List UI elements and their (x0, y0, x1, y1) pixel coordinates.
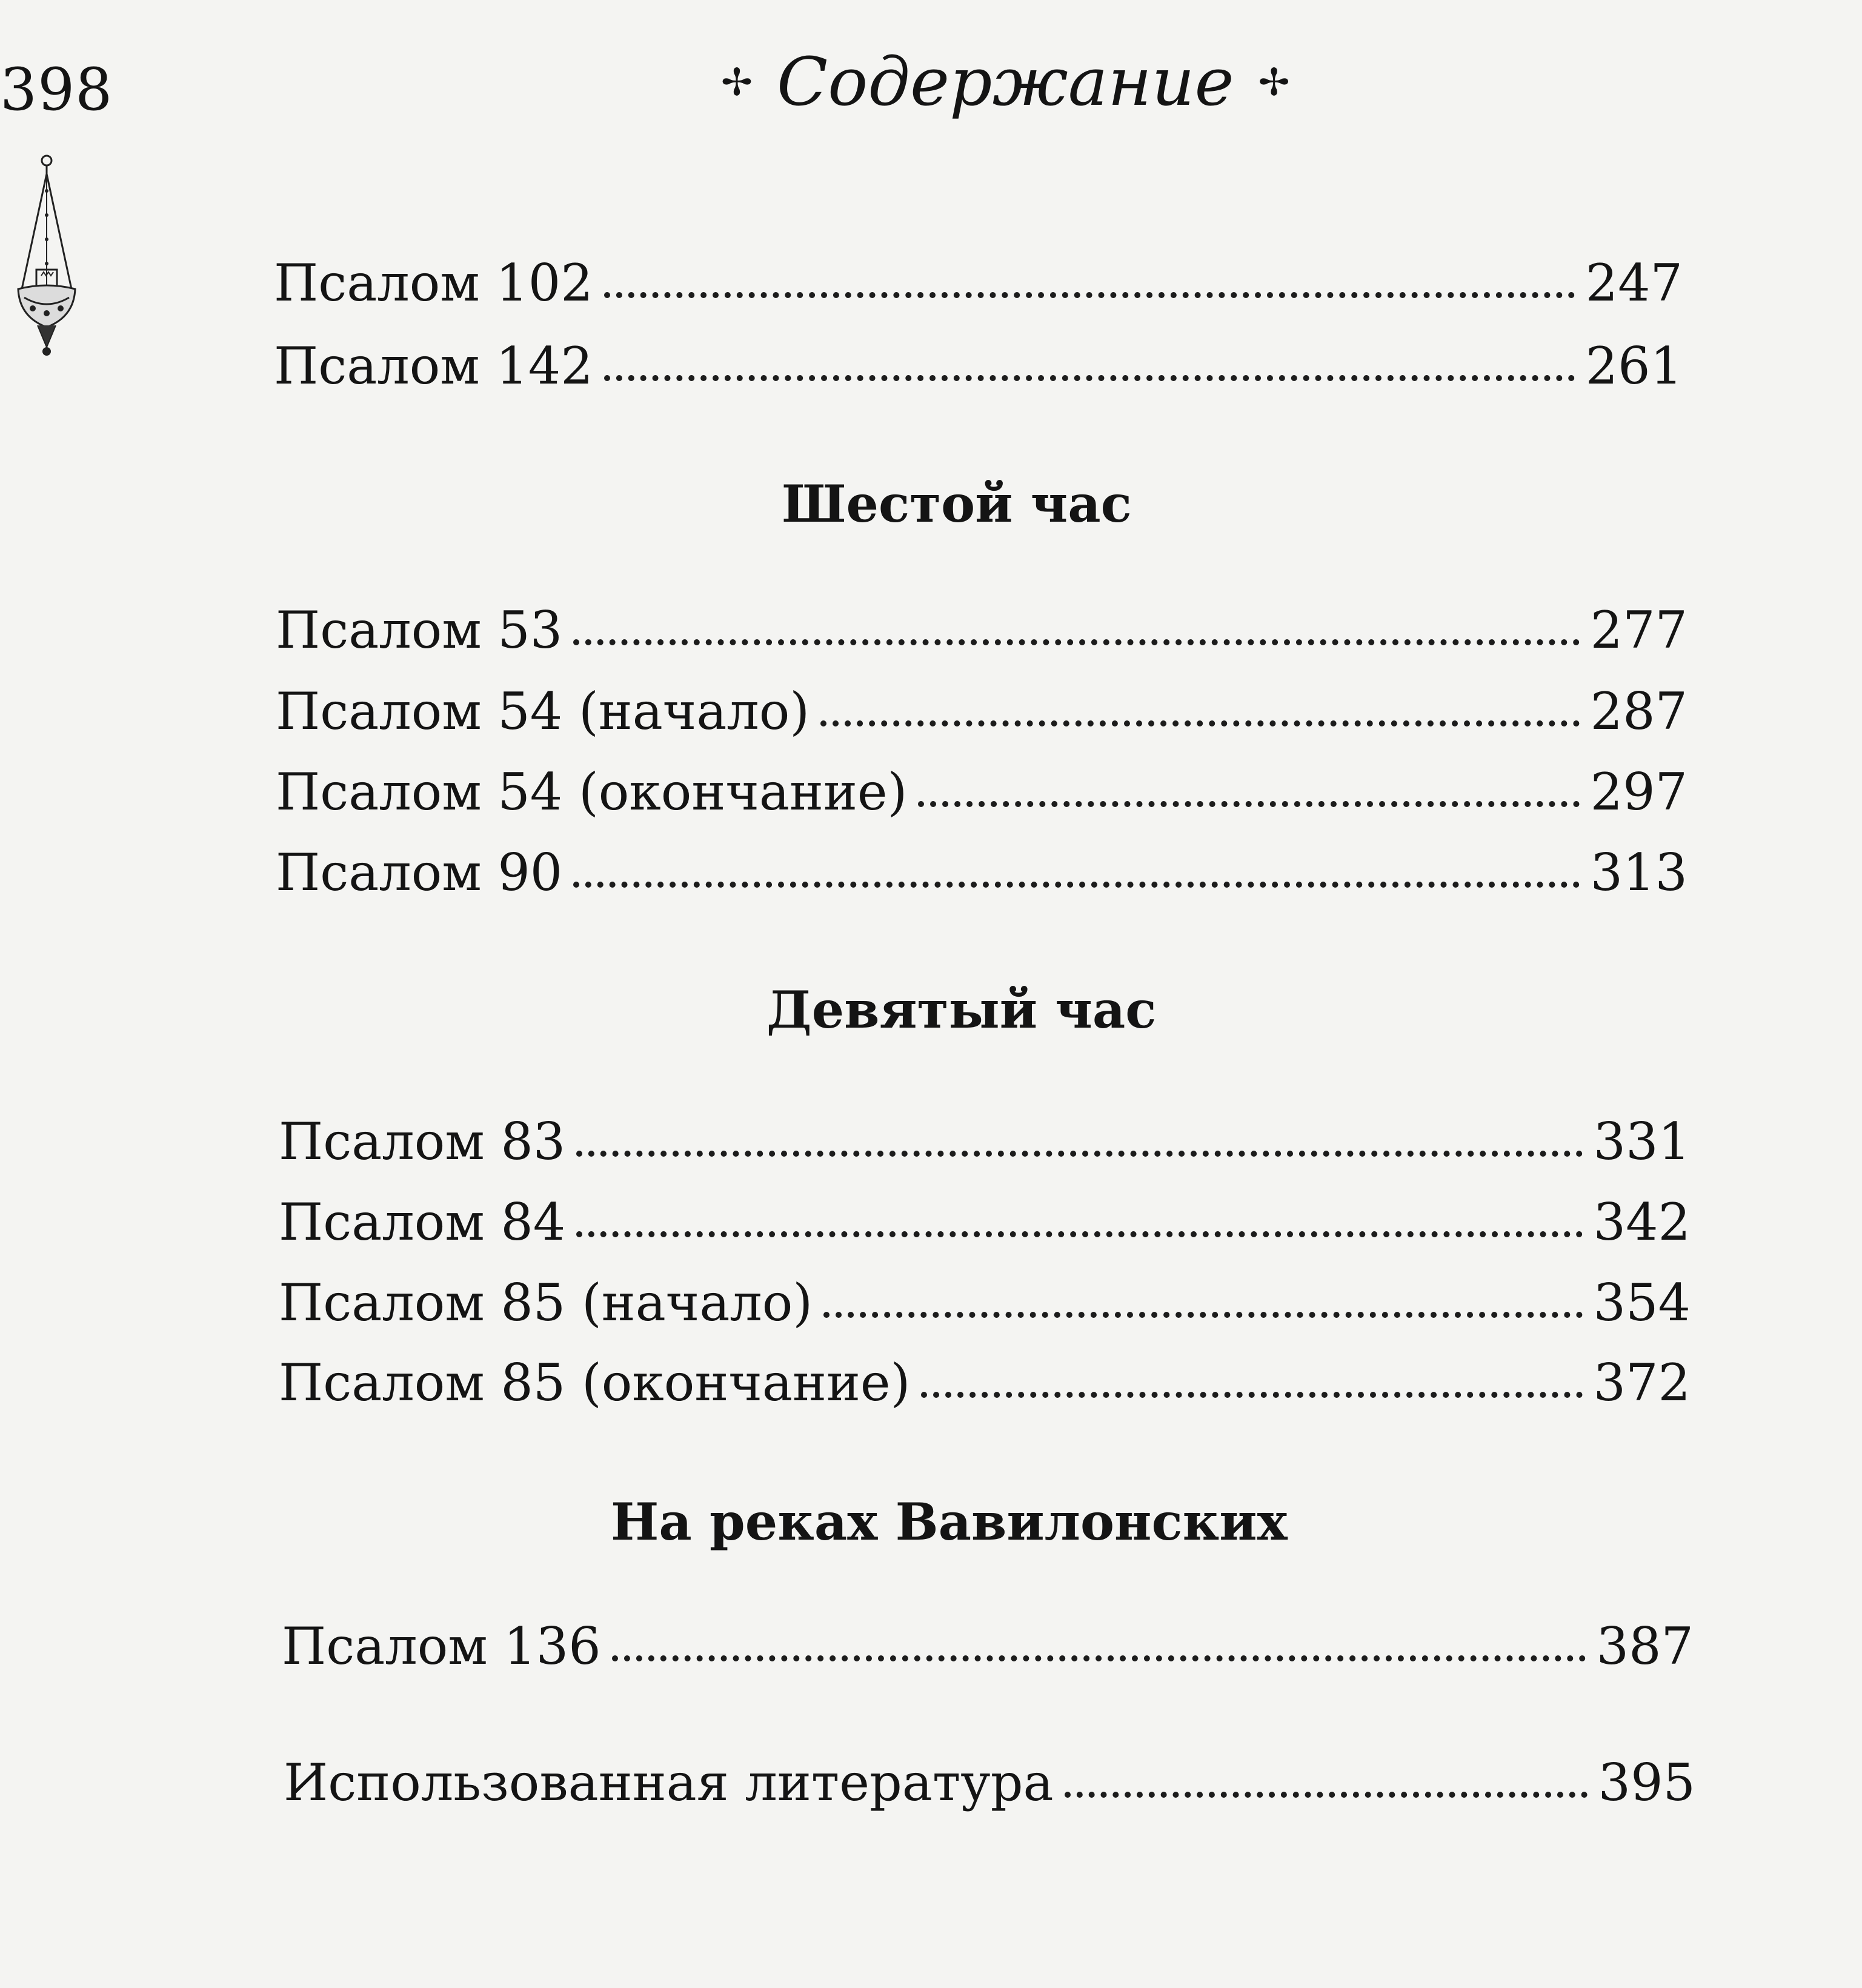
toc-entry[interactable] (279, 1273, 1691, 1332)
section-title: На реках Вавилонских (611, 1492, 1288, 1552)
toc-entry-label: Псалом 53 (276, 600, 563, 660)
running-header (697, 43, 1290, 121)
toc-entry[interactable] (274, 336, 1683, 396)
toc-entry[interactable] (279, 1192, 1691, 1252)
toc-entry[interactable] (276, 600, 1687, 660)
dot-leader (921, 1392, 1582, 1398)
toc-entry-label: Псалом 85 (окончание) (279, 1353, 911, 1412)
toc-entry-label: Псалом 84 (279, 1192, 566, 1252)
toc-entry-label: Псалом 136 (282, 1617, 601, 1676)
toc-entry[interactable] (279, 1112, 1691, 1171)
toc-entry[interactable] (276, 843, 1687, 902)
toc-entry-label: Псалом 85 (начало) (279, 1273, 813, 1332)
toc-entry[interactable] (282, 1617, 1694, 1676)
toc-entry-label: Псалом 54 (начало) (276, 682, 810, 741)
toc-entry-bibliography[interactable] (284, 1753, 1695, 1812)
dot-leader (612, 1655, 1586, 1661)
toc-entry-page: 261 (1585, 336, 1683, 396)
dot-leader (576, 1231, 1582, 1237)
toc-entry[interactable] (276, 682, 1687, 741)
cross-ornament-icon: ✢ (1258, 60, 1290, 105)
dot-leader (604, 292, 1575, 298)
dot-leader (573, 882, 1579, 888)
toc-entry-page: 342 (1593, 1192, 1691, 1252)
toc-entry-label: Псалом 54 (окончание) (276, 762, 908, 822)
dot-leader (820, 720, 1580, 726)
section-title: Девятый час (766, 980, 1157, 1040)
dot-leader (604, 375, 1575, 381)
toc-entry-label: Псалом 142 (274, 336, 593, 396)
toc-entry-label: Псалом 90 (276, 843, 563, 902)
toc-entry-page: 331 (1593, 1112, 1691, 1171)
cross-ornament-icon: ✢ (721, 60, 753, 105)
toc-entry-page: 395 (1598, 1753, 1695, 1812)
toc-entry-page: 313 (1590, 843, 1687, 902)
running-header-title: Содержание (776, 43, 1234, 121)
toc-entry-page: 287 (1590, 682, 1687, 741)
dot-leader (573, 639, 1579, 645)
toc-entry-page: 247 (1585, 253, 1683, 313)
toc-entry-label: Псалом 83 (279, 1112, 566, 1171)
toc-entry-label: Использованная литература (284, 1753, 1054, 1812)
toc-entry-page: 387 (1596, 1617, 1694, 1676)
toc-entry-page: 297 (1590, 762, 1687, 822)
page-number: 398 (0, 56, 113, 124)
section-title: Шестой час (782, 474, 1132, 534)
toc-entry-label: Псалом 102 (274, 253, 593, 313)
dot-leader (576, 1151, 1582, 1157)
toc-entry-page: 372 (1593, 1353, 1691, 1412)
hanging-lamp-icon (13, 155, 80, 370)
dot-leader (1065, 1792, 1588, 1798)
toc-entry-page: 354 (1593, 1273, 1691, 1332)
toc-entry[interactable] (276, 762, 1687, 822)
dot-leader (823, 1312, 1583, 1318)
dot-leader (918, 801, 1579, 807)
toc-entry-page: 277 (1590, 600, 1687, 660)
toc-entry[interactable] (274, 253, 1683, 313)
toc-entry[interactable] (279, 1353, 1691, 1412)
